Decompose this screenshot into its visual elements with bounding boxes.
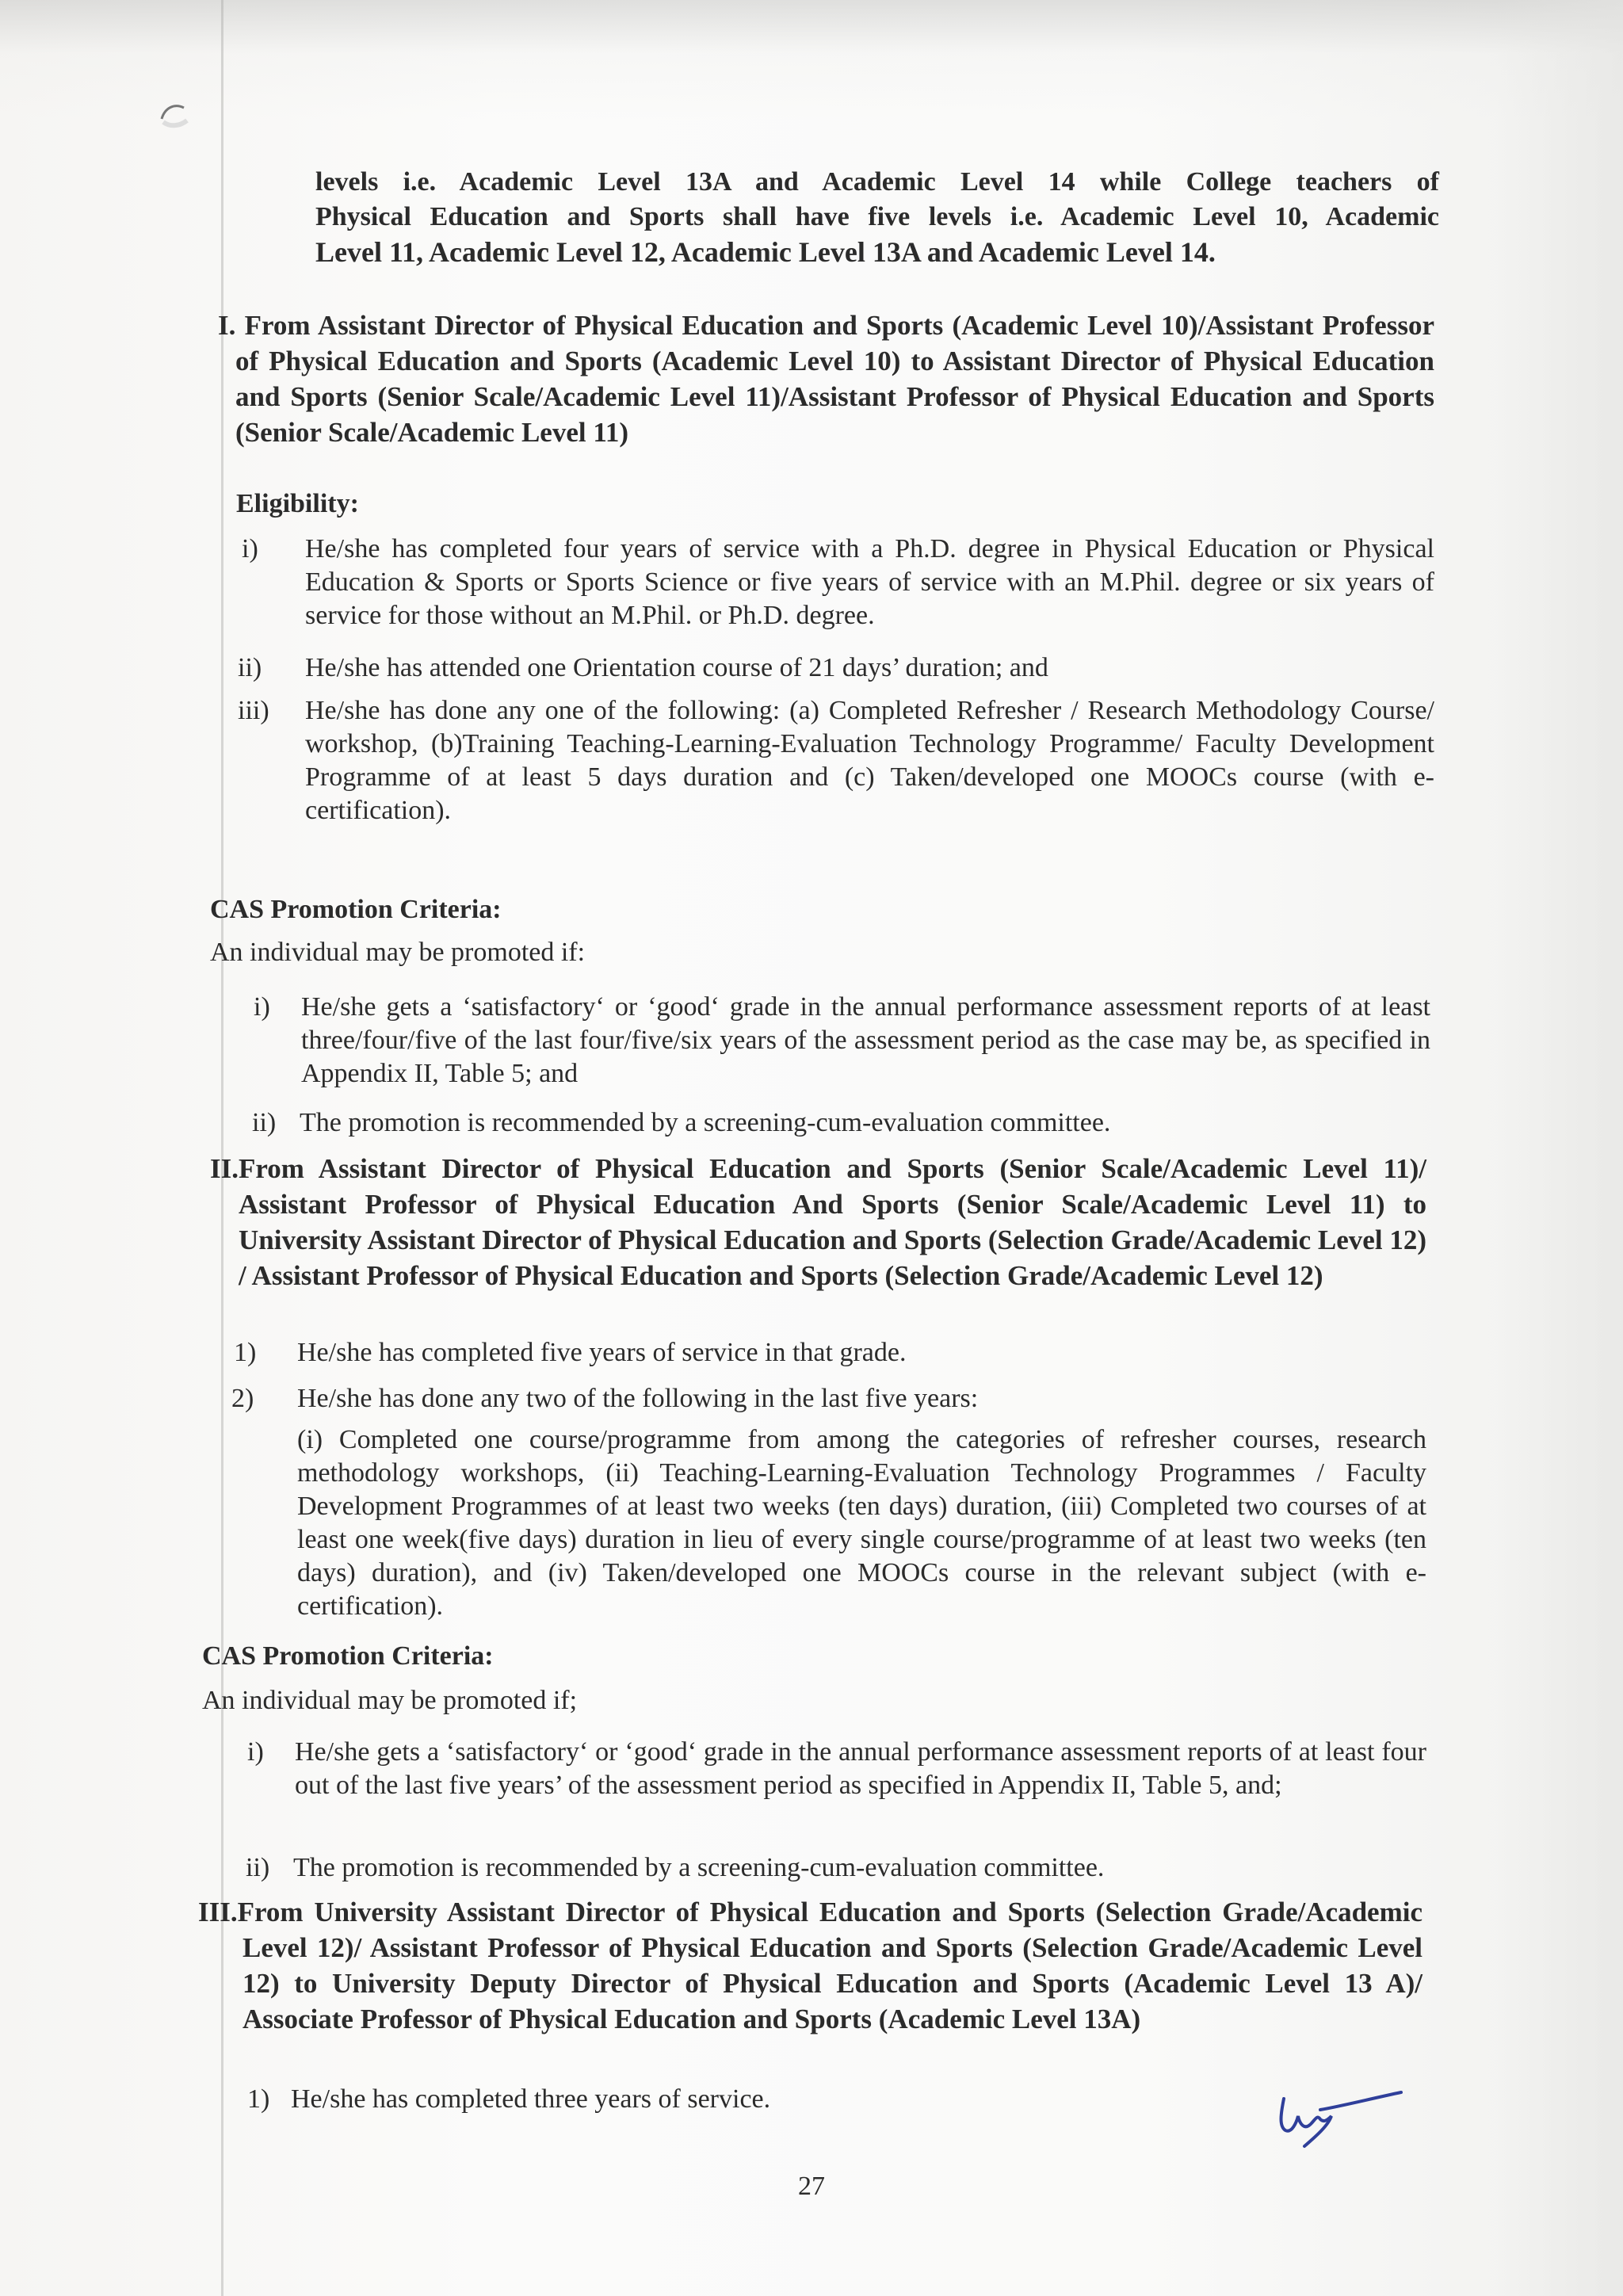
punch-hole-mark [157, 95, 195, 133]
scan-edge-shade [1496, 0, 1623, 2296]
list-item-number: iii) [238, 696, 269, 725]
signature-mark [1268, 2075, 1411, 2162]
list-item-text: He/she has completed four years of service with a Ph.D. degree in Physical Education or Physical Education & Sports or Sports Science or five years of service with an M.Phil. degree or six years of service for those without an M.Phil. or Ph.D. degree. [305, 534, 1434, 630]
list-item-number: ii) [246, 1853, 270, 1882]
section-1-heading-block [218, 308, 1434, 450]
cas-intro: An individual may be promoted if; [202, 1686, 578, 1715]
cas-label-block [210, 892, 502, 927]
list-item-number: 1) [234, 1338, 257, 1367]
list-item-text: The promotion is recommended by a screening-cum-evaluation committee. [293, 1853, 1105, 1882]
cas-label-block [202, 1639, 494, 1674]
list-item-number: 2) [231, 1384, 254, 1413]
section-2-heading-block [210, 1151, 1426, 1293]
section-3-heading: III.From University Assistant Director of Physical Education and Sports (Selection Grade/Academic Level 12)/ Assistant Professor of Physical Education and Sports (Selection Grade/Academic Level 12) to University Deputy Director of Physical Education and Sports (Academic Level 13 A)/ Associate Professor of Physical Education and Sports (Academic Level 13A) [198, 1897, 1423, 2034]
eligibility-label-block [236, 487, 359, 521]
cas-intro: An individual may be promoted if: [210, 938, 586, 967]
intro-paragraph [315, 165, 1439, 269]
section-3-heading-block [198, 1894, 1423, 2037]
list-item-text: The promotion is recommended by a screening-cum-evaluation committee. [300, 1108, 1111, 1137]
intro-line: Level 11, Academic Level 12, Academic Level 13A and Academic Level 14. [315, 236, 1216, 268]
list-item-text: He/she has completed three years of service. [291, 2084, 771, 2114]
intro-line: Physical Education and Sports shall have five levels i.e. Academic Level 10, Academic [315, 202, 1439, 231]
list-item-number: i) [242, 534, 258, 563]
page-number: 27 [798, 2172, 825, 2201]
intro-line: levels i.e. Academic Level 13A and Academic Level 14 while College teachers of [315, 167, 1439, 197]
list-item-number: 1) [247, 2084, 270, 2114]
list-item-text: He/she has done any two of the following in the last five years: [297, 1384, 979, 1413]
list-item-number: i) [247, 1737, 264, 1767]
section-1-heading: I. From Assistant Director of Physical Education and Sports (Academic Level 10)/Assistant Professor of Physical Education and Sports (Academic Level 10) to Assistant Director of Physical Education and Sports (Senior Scale/Academic Level 11)/Assistant Professor of Physical Education and Sports (Senior Scale/Academic Level 11) [218, 310, 1434, 448]
eligibility-label: Eligibility: [236, 489, 359, 518]
cas-intro-block [202, 1683, 577, 1718]
sub-paragraph [297, 1423, 1426, 1623]
cas-promotion-label: CAS Promotion Criteria: [210, 895, 502, 924]
list-item-text: He/she has completed five years of service in that grade. [297, 1338, 907, 1367]
list-item-text: He/she has attended one Orientation course of 21 days’ duration; and [305, 653, 1048, 682]
scan-shadow [0, 0, 1623, 119]
cas-intro-block [210, 935, 585, 970]
cas-promotion-label: CAS Promotion Criteria: [202, 1641, 494, 1671]
list-item-number: ii) [252, 1108, 277, 1137]
list-item-number: ii) [238, 653, 262, 682]
list-item-number: i) [254, 992, 270, 1022]
list-item-text: He/she has done any one of the following: (a) Completed Refresher / Research Methodology Course/ workshop, (b)Training Teaching-Learning-Evaluation Technology Programme/ Faculty Development Programme of at least 5 days duration and (c) Taken/developed one MOOCs course (with e-certification). [305, 696, 1434, 825]
list-item-text: He/she gets a ‘satisfactory‘ or ‘good‘ grade in the annual performance assessment reports of at least four out of the last five years’ of the assessment period as specified in Appendix II, Table 5, and; [295, 1737, 1426, 1800]
section-2-heading: II.From Assistant Director of Physical Education and Sports (Senior Scale/Academic Level 11)/ Assistant Professor of Physical Education And Sports (Senior Scale/Academic Level 11) to University Assistant Director of Physical Education and Sports (Selection Grade/Academic Level 12) / Assistant Professor of Physical Education and Sports (Selection Grade/Academic Level 12) [210, 1153, 1426, 1291]
list-item-text: He/she gets a ‘satisfactory‘ or ‘good‘ grade in the annual performance assessment reports of at least three/four/five of the last four/five/six years of the assessment period as the case may be, as specified in Appendix II, Table 5; and [301, 992, 1430, 1088]
sub-paragraph-text: (i) Completed one course/programme from among the categories of refresher courses, research methodology workshops, (ii) Teaching-Learning-Evaluation Technology Programmes / Faculty Development Programmes of at least two weeks (ten days) duration, (iii) Completed two courses of at least one week(five days) duration in lieu of every single course/programme of at least two weeks (ten days) duration), and (iv) Taken/developed one MOOCs course in the relevant subject (with e-certification). [297, 1425, 1426, 1621]
